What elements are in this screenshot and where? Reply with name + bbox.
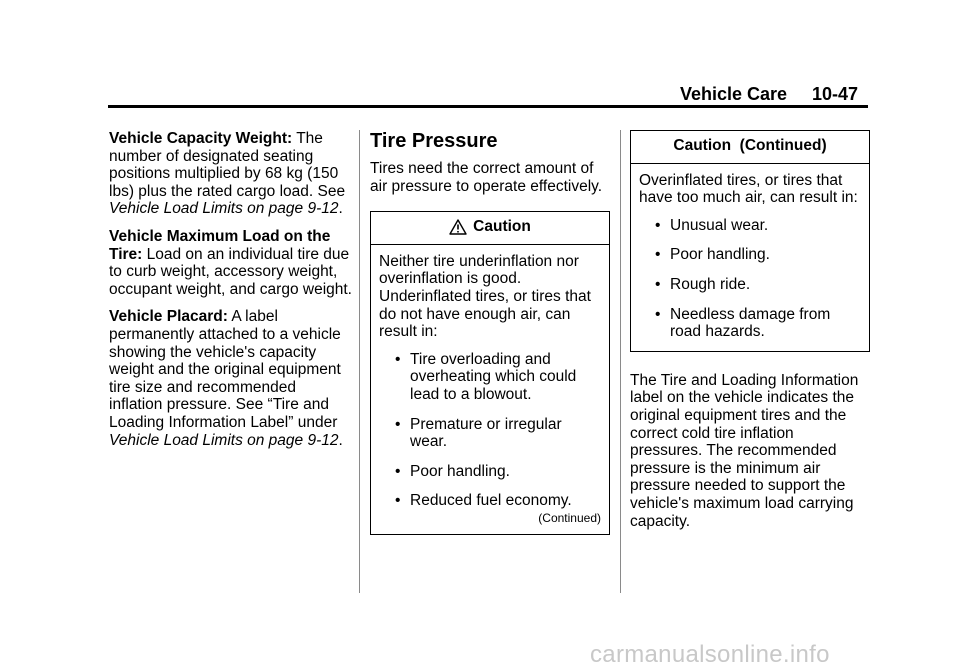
term-vehicle-placard: Vehicle Placard:	[109, 308, 228, 326]
caution-continued-title: Caution (Continued)	[673, 137, 827, 154]
tire-loading-label-paragraph: The Tire and Loading Information label on the vehicle indicates the original equipment tires and the correct cold tire inflation pressures. The recommended pressure is the minimum air pressure needed to support the vehicle's maximum load carrying capacity.	[630, 371, 859, 530]
caution-continued-box	[630, 130, 870, 352]
text-capacity-weight: The number of designated seating positions multiplied by 68 kg (150 lbs) plus the rated cargo load. See	[109, 130, 346, 200]
list-item: • Poor handling.	[651, 246, 861, 264]
list-item: • Reduced fuel economy.	[391, 492, 601, 510]
term-capacity-weight: Vehicle Capacity Weight:	[109, 130, 293, 147]
list-item: • Premature or irregular wear.	[391, 416, 601, 451]
definition-maximum-load	[109, 228, 353, 298]
caution-box	[370, 211, 610, 534]
section-heading-tire-pressure: Tire Pressure	[370, 130, 498, 152]
caution-box-header	[371, 212, 609, 245]
column-middle	[370, 130, 610, 535]
list-item: • Needless damage from road hazards.	[651, 306, 861, 341]
page-number: 10-47	[812, 84, 859, 104]
definition-capacity-weight	[109, 130, 353, 218]
caution-bullet-list	[379, 351, 601, 510]
column-divider-right	[620, 130, 621, 593]
link-vehicle-load-limits-1[interactable]: Vehicle Load Limits on page 9-12	[109, 200, 339, 218]
header-rule	[108, 105, 868, 108]
caution-continued-text: Overinflated tires, or tires that have too much air, can result in:	[639, 171, 858, 207]
link-vehicle-load-limits-2[interactable]: Vehicle Load Limits on page 9-12	[109, 431, 339, 449]
warning-triangle-icon	[449, 219, 467, 235]
caution-body	[371, 245, 609, 534]
column-left	[109, 130, 353, 459]
column-right	[630, 130, 870, 540]
caution-title: Caution	[473, 218, 531, 236]
column-divider-left	[359, 130, 360, 593]
header-title: Vehicle Care	[680, 84, 788, 104]
tail-vehicle-placard: .	[338, 431, 343, 449]
caution-continued-header	[631, 131, 869, 164]
list-item: • Unusual wear.	[651, 217, 861, 235]
caution-continued-bullet-list	[639, 217, 861, 341]
list-item: • Poor handling.	[391, 463, 601, 481]
text-maximum-load: Load on an individual tire due to curb weight, accessory weight, occupant weight, and cargo weight.	[109, 245, 352, 298]
caution-text: Neither tire underinflation nor overinflation is good. Underinflated tires, or tires that do not have enough air, can result in:	[379, 252, 591, 341]
continued-label: (Continued)	[538, 510, 601, 525]
caution-continued-body	[631, 164, 869, 351]
list-item: • Tire overloading and overheating which could lead to a blowout.	[391, 351, 601, 404]
watermark: carmanualsonline.info	[590, 641, 830, 668]
tail-capacity-weight: .	[338, 200, 343, 218]
definition-vehicle-placard	[109, 308, 353, 449]
text-vehicle-placard: A label permanently attached to a vehicle showing the vehicle's capacity weight and the original equipment tire size and recommended inflation pressure. See “Tire and Loading Information Label” under	[109, 308, 341, 431]
tire-pressure-intro: Tires need the correct amount of air pressure to operate effectively.	[370, 160, 603, 195]
list-item: • Rough ride.	[651, 276, 861, 294]
term-maximum-load: Vehicle Maximum Load on the Tire:	[109, 227, 331, 263]
